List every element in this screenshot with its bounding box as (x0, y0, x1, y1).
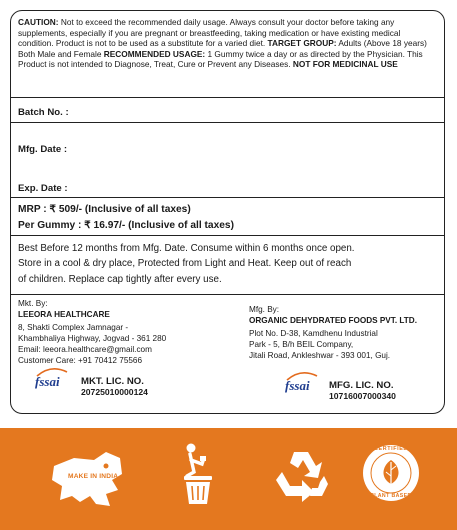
mkt-license (81, 376, 148, 398)
divider (11, 197, 444, 198)
per-gummy-price: Per Gummy : ₹ 16.97/- (Inclusive of all taxes) (18, 220, 234, 231)
marketer-email: Email: leeora.healthcare@gmail.com (18, 345, 152, 355)
marketer-customer-care: Customer Care: +91 70412 75566 (18, 356, 143, 366)
notes-line: of children. Replace cap tightly after every use. (18, 273, 222, 285)
fssai-logo-text: fssai (285, 378, 310, 393)
mfg-license (329, 380, 396, 402)
certified-text: CERTIFIED (374, 446, 408, 452)
manufacturer-block (249, 304, 417, 361)
manufacturer-address: Park - 5, B/h BEIL Company, (249, 340, 354, 350)
recommended-usage-heading: RECOMMENDED USAGE: (103, 48, 206, 59)
fssai-logo-mfg (285, 377, 310, 395)
storage-notes (18, 241, 443, 287)
mkt-license-number: 20725010000124 (81, 387, 148, 397)
fssai-logo-mkt (35, 373, 60, 391)
divider (11, 122, 444, 123)
product-label-panel (10, 10, 445, 414)
batch-number-field: Batch No. : (18, 107, 69, 118)
notes-line: Best Before 12 months from Mfg. Date. Consume within 6 months once open. (18, 243, 355, 254)
notes-line: Store in a cool & dry place, Protected from Light and Heat. Keep out of reach (18, 258, 352, 270)
fssai-swoosh-icon (35, 366, 69, 378)
marketer-address: 8, Shakti Complex Jamnagar - (18, 323, 129, 333)
footer-badge-band (0, 428, 457, 530)
mkt-license-label: MKT. LIC. NO. (81, 376, 144, 387)
manufacturer-label: Mfg. By: (249, 305, 280, 314)
recycle-icon (272, 446, 330, 502)
caution-block (11, 11, 444, 98)
dispose-in-bin-icon (178, 442, 218, 506)
make-in-india-text: MAKE IN INDIA (68, 473, 119, 480)
fssai-swoosh-icon (285, 370, 319, 382)
caution-heading: CAUTION: (18, 17, 59, 27)
fssai-logo-text: fssai (35, 374, 60, 389)
target-group-heading: TARGET GROUP: (267, 38, 337, 49)
mfg-license-number: 10716007000340 (329, 391, 396, 401)
certified-plant-based-icon (362, 444, 420, 502)
mrp-price: MRP : ₹ 509/- (Inclusive of all taxes) (18, 204, 191, 215)
manufacturer-address: Plot No. D-38, Kamdhenu Industrial (249, 329, 378, 339)
marketer-label: Mkt. By: (18, 299, 48, 308)
divider (11, 294, 444, 295)
make-in-india-icon (50, 446, 126, 514)
plant-based-text: PLANT BASED (370, 493, 412, 499)
divider (11, 235, 444, 236)
marketer-block (18, 298, 166, 367)
mfg-license-label: MFG. LIC. NO. (329, 380, 394, 391)
recommended-usage-text: 1 Gummy twice a day or as directed by the Physician. This Product is not intended to Diagnose, Treat, Cure or Prevent any Diseases. (18, 48, 423, 70)
marketer-address: Khambhaliya Highway, Jogvad - 361 280 (18, 334, 167, 344)
manufacturer-name: ORGANIC DEHYDRATED FOODS PVT. LTD. (249, 316, 417, 326)
exp-date-field: Exp. Date : (18, 183, 68, 194)
not-medicinal-note: NOT FOR MEDICINAL USE (292, 59, 398, 70)
marketer-name: LEEORA HEALTHCARE (18, 310, 110, 320)
mfg-date-field: Mfg. Date : (18, 144, 68, 155)
manufacturer-address: Jitali Road, Ankleshwar - 393 001, Guj. (249, 351, 391, 361)
target-group-text: Adults (Above 18 years) Both Male and Female (18, 38, 427, 59)
caution-text: Not to exceed the recommended daily usage. Always consult your doctor before taking any supplements, especially if you are pregnant or breastfeeding, taking medication or have existing medical condition. Product is not to be used as a substitute for a varied diet. (18, 17, 401, 49)
